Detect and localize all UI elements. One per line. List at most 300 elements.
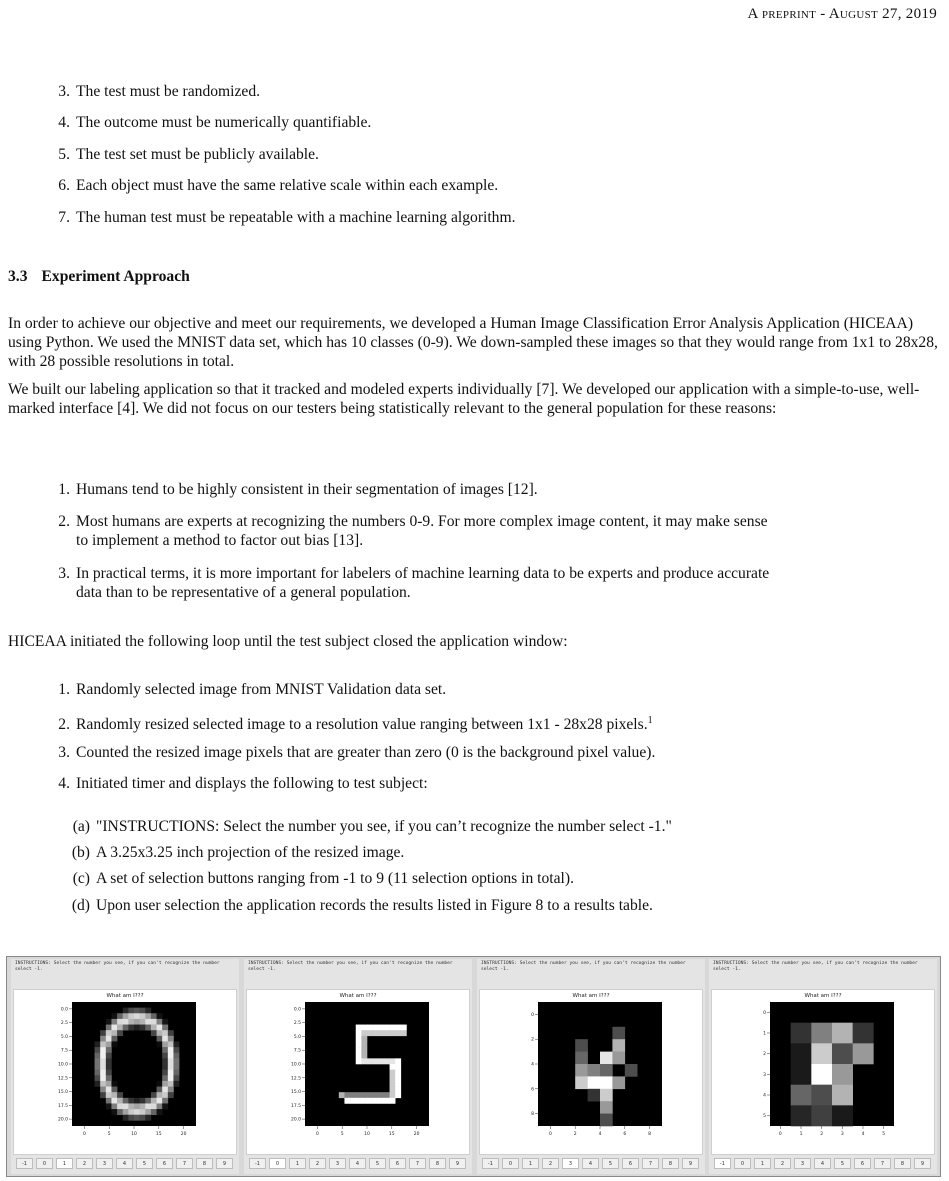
image-pixel [128,1025,134,1031]
image-pixel [140,1109,146,1115]
image-pixel [117,1098,123,1104]
y-tick-label: 20.0 [290,1117,301,1123]
y-tick-label: 12.5 [290,1076,301,1082]
image-pixel [791,1023,812,1044]
y-tick-label: 2 [763,1052,766,1058]
image-pixel [588,1089,601,1102]
app-window-panel [477,959,705,1174]
image-pixel [401,1025,407,1031]
image-pixel [151,1092,157,1098]
x-tick-label: 4 [598,1132,602,1137]
image-pixel [100,1036,106,1042]
image-pixel [162,1070,168,1076]
image-pixel [140,1008,146,1014]
list-number: 2. [58,716,70,734]
app-window-panel [11,959,239,1174]
list-text: The test set must be publicly available. [76,146,319,163]
image-pixel [832,1023,853,1044]
image-pixel [117,1030,123,1036]
image-pixel [395,1075,401,1081]
image-pixel [390,1087,396,1093]
image-pixel [832,1105,853,1126]
select-button-5[interactable]: 5 [602,1158,619,1169]
image-pixel [173,1041,179,1047]
plot-title: What am I??? [339,993,377,999]
y-tick-label: 1 [763,1031,766,1037]
select-button--1[interactable]: -1 [714,1158,731,1169]
select-button-4[interactable]: 4 [814,1158,831,1169]
image-pixel [367,1092,373,1098]
image-pixel [811,1105,832,1126]
list-item [48,512,940,550]
image-pixel [344,1098,350,1104]
select-button-3[interactable]: 3 [794,1158,811,1169]
image-pixel [625,1064,638,1077]
plot-area [711,989,935,1155]
image-pixel [134,1013,140,1019]
image-pixel [168,1058,174,1064]
select-button-2[interactable]: 2 [774,1158,791,1169]
y-tick-label: 5.0 [293,1034,301,1040]
select-button-3[interactable]: 3 [562,1158,579,1169]
image-pixel [151,1098,157,1104]
image-pixel [111,1013,117,1019]
y-tick-label: 15.0 [290,1090,301,1096]
image-pixel [106,1064,112,1070]
image-pixel [128,1103,134,1109]
image-pixel [390,1098,396,1104]
sublist-item [56,843,404,862]
select-button-8[interactable]: 8 [196,1158,213,1169]
image-pixel [111,1025,117,1031]
image-pixel [106,1019,112,1025]
plot-title: What am I??? [804,993,842,999]
y-tick-label: 4 [763,1093,766,1099]
image-pixel [390,1081,396,1087]
image-pixel [395,1025,401,1031]
image-pixel [361,1041,367,1047]
app-window-panel [244,959,472,1174]
image-pixel [401,1030,407,1036]
select-button--1[interactable]: -1 [16,1158,33,1169]
image-pixel [600,1114,613,1127]
y-tick-label: 17.5 [290,1103,301,1109]
list-number: 1. [58,481,70,498]
select-button-9[interactable]: 9 [914,1158,931,1169]
image-pixel [356,1041,362,1047]
select-button-4[interactable]: 4 [582,1158,599,1169]
image-pixel [106,1053,112,1059]
list-item [48,680,446,699]
list-text: Initiated timer and displays the following to test subject: [76,775,428,792]
image-pixel [157,1109,163,1115]
image-pixel [100,1053,106,1059]
image-pixel [100,1030,106,1036]
image-pixel [390,1064,396,1070]
select-button-6[interactable]: 6 [389,1158,406,1169]
image-pixel [612,1052,625,1065]
section-heading [8,268,190,286]
y-tick-label: 20.0 [57,1117,68,1123]
x-tick-label: 5 [882,1132,886,1137]
app-window-panel [709,959,937,1174]
image-pixel [123,1019,129,1025]
y-tick-label: 0.0 [60,1007,68,1013]
image-pixel [173,1064,179,1070]
image-pixel [123,1008,129,1014]
image-pixel [111,1109,117,1115]
list-number: 5. [58,146,70,163]
select-button-1[interactable]: 1 [56,1158,73,1169]
image-pixel [140,1115,146,1121]
image-pixel [123,1115,129,1121]
plot-area [13,989,237,1155]
select-button-0[interactable]: 0 [734,1158,751,1169]
image-pixel [600,1076,613,1089]
select-button--1[interactable]: -1 [482,1158,499,1169]
y-tick-label: 2.5 [293,1021,301,1027]
select-button-8[interactable]: 8 [662,1158,679,1169]
image-pixel [140,1013,146,1019]
image-pixel [361,1036,367,1042]
list-item [48,480,940,499]
image-pixel [157,1030,163,1036]
image-pixel [145,1019,151,1025]
select-button-1[interactable]: 1 [754,1158,771,1169]
select-button-0[interactable]: 0 [502,1158,519,1169]
image-pixel [128,1098,134,1104]
image-pixel [157,1025,163,1031]
image-pixel [106,1030,112,1036]
image-pixel [356,1058,362,1064]
y-tick-label: 5.0 [60,1034,68,1040]
image-pixel [106,1047,112,1053]
select-button-4[interactable]: 4 [116,1158,133,1169]
image-pixel [395,1092,401,1098]
image-pixel [100,1047,106,1053]
selection-button-row [711,1158,935,1172]
image-pixel [853,1043,874,1064]
image-pixel [157,1087,163,1093]
select-button-9[interactable]: 9 [216,1158,233,1169]
image-pixel [173,1058,179,1064]
image-pixel [157,1098,163,1104]
select-button-8[interactable]: 8 [894,1158,911,1169]
select-button-2[interactable]: 2 [76,1158,93,1169]
image-pixel [600,1089,613,1102]
x-tick-label: 5 [340,1132,344,1137]
image-pixel [575,1064,588,1077]
select-button-0[interactable]: 0 [269,1158,286,1169]
list-item [48,743,655,762]
image-pixel [162,1053,168,1059]
image-pixel [832,1043,853,1064]
plot-title: What am I??? [572,993,610,999]
image-pixel [612,1027,625,1040]
select-button-7[interactable]: 7 [176,1158,193,1169]
list-number: 2. [58,513,70,530]
image-pixel [106,1025,112,1031]
image-pixel [157,1092,163,1098]
image-pixel [378,1030,384,1036]
image-pixel [361,1025,367,1031]
running-header: A preprint - August 27, 2019 [747,6,937,22]
image-pixel [168,1087,174,1093]
list-number: 3. [58,744,70,761]
image-pixel [145,1008,151,1014]
section-title: Experiment Approach [41,268,190,285]
image-pixel [111,1098,117,1104]
select-button-1[interactable]: 1 [289,1158,306,1169]
image-pixel [123,1025,129,1031]
y-tick-label: 7.5 [293,1048,301,1054]
image-pixel [390,1025,396,1031]
x-tick-label: 6 [623,1132,627,1137]
x-tick-label: 5 [107,1132,111,1137]
x-tick-label: 3 [840,1132,844,1137]
select-button-4[interactable]: 4 [349,1158,366,1169]
select-button-5[interactable]: 5 [136,1158,153,1169]
digit-plot [712,990,934,1154]
select-button-7[interactable]: 7 [409,1158,426,1169]
image-pixel [162,1092,168,1098]
image-pixel [100,1081,106,1087]
sublist-label: (d) [71,897,90,914]
y-tick-label: 0 [763,1010,766,1016]
image-pixel [575,1052,588,1065]
list-number: 4. [58,775,70,792]
list-text: In practical terms, it is more important for labelers of machine learning data to be experts and produce accurate [76,565,770,582]
selection-button-row [479,1158,703,1172]
image-pixel [100,1092,106,1098]
image-pixel [390,1058,396,1064]
x-tick-label: 0 [778,1132,782,1137]
image-pixel [157,1019,163,1025]
image-pixel [106,1092,112,1098]
sublist-item [56,896,653,915]
image-pixel [111,1103,117,1109]
list-line [48,531,940,550]
image-pixel [811,1085,832,1106]
image-pixel [157,1081,163,1087]
image-pixel [373,1092,379,1098]
select-button-5[interactable]: 5 [834,1158,851,1169]
image-pixel [123,1103,129,1109]
paragraph-3: HICEAA initiated the following loop until the test subject closed the application window: [8,633,568,650]
x-tick-label: 0 [82,1132,86,1137]
image-pixel [378,1098,384,1104]
image-pixel [128,1008,134,1014]
sublist-item [56,869,574,888]
image-pixel [106,1098,112,1104]
select-button-9[interactable]: 9 [449,1158,466,1169]
image-pixel [168,1053,174,1059]
list-item [48,82,260,101]
list-text: Each object must have the same relative scale within each example. [76,177,499,194]
select-button-7[interactable]: 7 [874,1158,891,1169]
image-pixel [575,1039,588,1052]
y-tick-label: 17.5 [57,1103,68,1109]
image-pixel [356,1030,362,1036]
x-tick-label: 4 [861,1132,865,1137]
image-pixel [168,1070,174,1076]
image-pixel [145,1109,151,1115]
instructions-text: INSTRUCTIONS: Select the number you see, if you can't recognize the number select -1. [248,961,453,972]
image-pixel [356,1025,362,1031]
image-pixel [100,1058,106,1064]
image-pixel [145,1025,151,1031]
select-button-6[interactable]: 6 [156,1158,173,1169]
select-button-8[interactable]: 8 [429,1158,446,1169]
image-pixel [162,1019,168,1025]
image-pixel [151,1019,157,1025]
image-pixel [134,1109,140,1115]
image-pixel [100,1075,106,1081]
image-pixel [106,1081,112,1087]
select-button-6[interactable]: 6 [854,1158,871,1169]
select-button-2[interactable]: 2 [542,1158,559,1169]
image-pixel [612,1076,625,1089]
image-pixel [111,1041,117,1047]
image-pixel [106,1058,112,1064]
image-pixel [162,1025,168,1031]
x-tick-label: 1 [799,1132,803,1137]
image-pixel [111,1036,117,1042]
x-tick-label: 10 [131,1132,137,1137]
image-pixel [791,1064,812,1085]
select-button-3[interactable]: 3 [329,1158,346,1169]
image-pixel [106,1087,112,1093]
select-button-6[interactable]: 6 [622,1158,639,1169]
section-number: 3.3 [8,268,28,285]
image-pixel [111,1087,117,1093]
image-pixel [117,1092,123,1098]
y-tick-label: 5 [763,1114,766,1120]
x-tick-label: 0 [548,1132,552,1137]
image-pixel [162,1075,168,1081]
image-pixel [588,1064,601,1077]
selection-button-row [13,1158,237,1172]
image-pixel [117,1013,123,1019]
image-pixel [157,1103,163,1109]
image-pixel [361,1053,367,1059]
image-pixel [168,1047,174,1053]
image-pixel [378,1025,384,1031]
image-pixel [95,1070,101,1076]
list-item [48,208,516,227]
image-pixel [111,1081,117,1087]
image-pixel [168,1092,174,1098]
list-text: Humans tend to be highly consistent in their segmentation of images [12]. [76,481,538,498]
image-pixel [162,1041,168,1047]
y-tick-label: 2 [531,1037,534,1043]
select-button-1[interactable]: 1 [522,1158,539,1169]
image-pixel [140,1098,146,1104]
list-number: 3. [58,83,70,100]
image-pixel [367,1030,373,1036]
image-pixel [106,1103,112,1109]
list-number: 1. [58,681,70,698]
image-pixel [384,1025,390,1031]
image-pixel [811,1064,832,1085]
footnote-marker: 1 [647,715,653,726]
y-tick-label: 6 [531,1087,534,1093]
select-button--1[interactable]: -1 [249,1158,266,1169]
image-pixel [395,1064,401,1070]
image-pixel [111,1019,117,1025]
image-pixel [95,1075,101,1081]
image-pixel [106,1041,112,1047]
image-pixel [134,1019,140,1025]
image-pixel [162,1103,168,1109]
list-item [48,711,653,734]
list-text: The test must be randomized. [76,83,261,100]
image-pixel [100,1087,106,1093]
image-pixel [600,1064,613,1077]
y-tick-label: 8 [531,1112,534,1118]
image-pixel [162,1098,168,1104]
image-pixel [151,1103,157,1109]
digit-plot [14,990,236,1154]
digit-plot [480,990,702,1154]
image-pixel [339,1092,345,1098]
image-pixel [134,1103,140,1109]
y-tick-label: 3 [763,1072,766,1078]
plot-area [246,989,470,1155]
select-button-3[interactable]: 3 [96,1158,113,1169]
select-button-2[interactable]: 2 [309,1158,326,1169]
image-pixel [356,1053,362,1059]
y-tick-label: 10.0 [290,1062,301,1068]
y-tick-label: 12.5 [57,1076,68,1082]
image-pixel [157,1013,163,1019]
image-pixel [384,1030,390,1036]
image-pixel [162,1036,168,1042]
image-pixel [390,1075,396,1081]
image-pixel [384,1058,390,1064]
list-text: Counted the resized image pixels that are greater than zero (0 is the background pixel value). [76,744,656,761]
image-pixel [145,1115,151,1121]
image-pixel [361,1098,367,1104]
select-button-0[interactable]: 0 [36,1158,53,1169]
select-button-5[interactable]: 5 [369,1158,386,1169]
x-tick-label: 8 [648,1132,652,1137]
image-pixel [157,1036,163,1042]
image-pixel [100,1041,106,1047]
image-pixel [140,1103,146,1109]
image-pixel [395,1030,401,1036]
image-pixel [791,1085,812,1106]
image-pixel [168,1081,174,1087]
image-pixel [117,1019,123,1025]
image-pixel [173,1070,179,1076]
image-pixel [111,1092,117,1098]
image-pixel [390,1092,396,1098]
select-button-9[interactable]: 9 [682,1158,699,1169]
y-tick-label: 10.0 [57,1062,68,1068]
image-pixel [361,1058,367,1064]
image-pixel [140,1025,146,1031]
list-text: data than to be representative of a general population. [76,584,411,601]
selection-button-row [246,1158,470,1172]
image-pixel [350,1098,356,1104]
image-pixel [367,1098,373,1104]
image-pixel [367,1058,373,1064]
sublist-text: A set of selection buttons ranging from -1 to 9 (11 selection options in total). [96,870,574,887]
image-pixel [612,1039,625,1052]
select-button-7[interactable]: 7 [642,1158,659,1169]
image-pixel [173,1053,179,1059]
